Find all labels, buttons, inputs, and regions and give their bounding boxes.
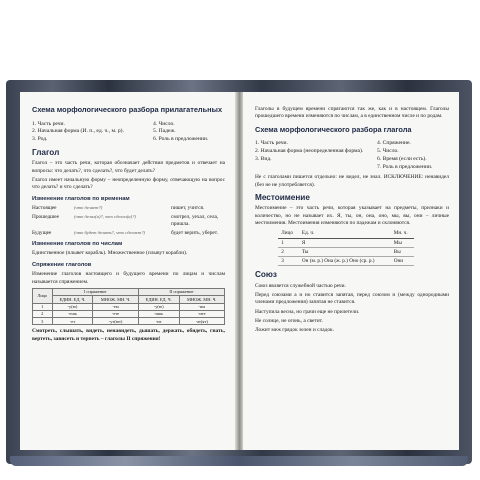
table-header: II спряжение bbox=[138, 288, 224, 295]
union-example: Не солнце, не огонь, а светит. bbox=[255, 317, 323, 324]
tense-title: Изменение глаголов по временам bbox=[32, 195, 130, 202]
tense-question: (что делает?) bbox=[74, 205, 103, 211]
tense-row bbox=[32, 230, 225, 237]
tense-question: (что будет делать?, что сделает?) bbox=[74, 229, 146, 235]
tense-question: (что делал(а)?, что сделал(а)?) bbox=[74, 214, 136, 220]
conjugation-title: Спряжение глаголов bbox=[32, 261, 92, 268]
table-cell: -ат(ят) bbox=[179, 318, 224, 325]
table-header: Лицо bbox=[278, 229, 299, 238]
table-cell: Мы bbox=[391, 238, 414, 247]
tense-example: пишет, учится. bbox=[171, 205, 205, 212]
table-cell: Он (м. р.) Она (ж. р.) Оно (ср. р.) bbox=[299, 257, 391, 266]
verb-definition: Глагол – это часть речи, которая обозначает действия предметов и отвечает на вопросы: что делать?, что сделать?, что будет делать? bbox=[32, 160, 225, 174]
number-title: Изменение глаголов по числам bbox=[32, 240, 123, 247]
list-item: 6. Роль в предложении. bbox=[153, 136, 209, 143]
tense-example: смотрел, уехал, села, пришла. bbox=[171, 214, 219, 228]
table-cell: Ты bbox=[299, 247, 391, 256]
table-cell: 3 bbox=[278, 257, 299, 266]
table-subheader: ЕДИН. ЕД. Ч. bbox=[52, 296, 93, 303]
tense-label: Настоящее bbox=[32, 205, 57, 212]
pronoun-text: Местоимение – это часть речи, которая указывает на предметы, признаки и количество, но не называет их. Я, ты, он, она, оно, мы, вы, они – личные местоимения. Местоимения изменяются по падежам и склоняются. bbox=[255, 205, 449, 227]
verb-scheme-title: Схема морфологического разбора глагола bbox=[255, 124, 412, 134]
tense-label: Будущее bbox=[32, 229, 52, 236]
list-item bbox=[255, 164, 373, 172]
list-item: 7. Роль в предложении. bbox=[377, 163, 433, 170]
table-cell: 3 bbox=[33, 318, 53, 325]
list-item: 5. Падеж. bbox=[153, 128, 176, 135]
adjective-scheme-list bbox=[32, 121, 225, 144]
table-cell: 2 bbox=[33, 310, 53, 317]
table-cell: -у(ю) bbox=[138, 303, 179, 310]
conjugation-text: Изменение глаголов настоящего и будущего времени по лицам и числам называется спряжением. bbox=[32, 271, 225, 285]
table-row bbox=[278, 238, 414, 247]
table-row bbox=[33, 310, 225, 317]
table-cell: Вы bbox=[391, 247, 414, 256]
table-row bbox=[33, 303, 225, 310]
table-row bbox=[278, 257, 414, 266]
table-cell: -ит bbox=[138, 318, 179, 325]
table-cell: -ем bbox=[93, 303, 138, 310]
future-tense-text: Глаголы в будущем времени спрягаются так же, как и в настоящем. Глаголы прошедшего времени изменяются по числам, а в единственном числе и по родам. bbox=[255, 106, 449, 120]
table-cell: 1 bbox=[278, 238, 299, 247]
book-spine bbox=[236, 92, 243, 450]
conjugation-table bbox=[32, 288, 225, 325]
table-cell: Я bbox=[299, 238, 391, 247]
right-page bbox=[243, 92, 459, 450]
list-item: 1. Часть речи. bbox=[32, 120, 65, 127]
union-example: Наступила весна, но грачи еще не прилетели. bbox=[255, 308, 360, 315]
union-title: Союз bbox=[255, 270, 277, 280]
table-cell: -ете bbox=[93, 310, 138, 317]
tense-label: Прошедшее bbox=[32, 214, 59, 221]
table-row bbox=[278, 247, 414, 256]
number-text: Единственное (плывет корабль). Множественное (плывут корабли). bbox=[32, 250, 188, 257]
list-item: 2. Начальная форма (неопределенная форма). bbox=[255, 147, 364, 154]
verb-scheme-list bbox=[255, 140, 449, 171]
table-cell: 1 bbox=[33, 303, 53, 310]
tense-row bbox=[32, 205, 225, 212]
list-item: 3. Вид. bbox=[255, 155, 272, 162]
table-subheader: ЕДИН. ЕД. Ч. bbox=[138, 296, 179, 303]
verb-initial-form: Глагол имеет начальную форму – неопределенную форму, отвечающую на вопрос что делать? и что сделать? bbox=[32, 177, 225, 191]
table-subheader: МНОЖ. МН. Ч. bbox=[93, 296, 138, 303]
tense-row bbox=[32, 214, 225, 228]
table-cell: -ут(ют) bbox=[93, 318, 138, 325]
list-item: 4. Число. bbox=[153, 120, 175, 127]
tense-example: будет верить, уберет. bbox=[171, 229, 218, 236]
table-row bbox=[33, 318, 225, 325]
pronoun-table bbox=[278, 229, 414, 266]
conjugation-exceptions: Смотреть, слышать, видеть, ненавидеть, дышать, держать, обидеть, гнать, вертеть, зависеть и терпеть – глаголы II спряжения! bbox=[32, 328, 225, 342]
table-header: Лицо bbox=[33, 288, 53, 303]
ne-rule-text: Не с глаголами пишется отдельно: не видел, не знал. ИСКЛЮЧЕНИЕ: ненавидел (без не не употребляется). bbox=[255, 174, 449, 188]
list-item: 3. Род. bbox=[32, 136, 48, 143]
verb-title: Глагол bbox=[32, 148, 60, 157]
table-header: I спряжение bbox=[52, 288, 138, 295]
table-cell: -им bbox=[179, 303, 224, 310]
left-page bbox=[20, 92, 236, 450]
list-item: 2. Начальная форма (И. п., ед. ч., м. р). bbox=[32, 128, 124, 135]
book-cover-edge bbox=[10, 456, 468, 466]
table-cell: 2 bbox=[278, 247, 299, 256]
table-cell: -у(ю) bbox=[52, 303, 93, 310]
table-cell: -ешь bbox=[52, 310, 93, 317]
adjective-scheme-title: Схема морфологического разбора прилагательных bbox=[32, 105, 223, 114]
pronoun-title: Местоимение bbox=[255, 193, 310, 203]
list-item: 4. Спряжение. bbox=[377, 140, 411, 147]
union-text: Союз является служебной частью речи. bbox=[255, 282, 346, 289]
union-rule: Перед союзами а и но ставится запятая, перед союзом и (между однородными членами предложения) запятая не ставится. bbox=[255, 291, 449, 306]
list-item: 5. Число. bbox=[377, 147, 399, 154]
table-cell: -ет bbox=[52, 318, 93, 325]
list-item: 1. Часть речи. bbox=[255, 140, 288, 147]
union-example: Ложит меж грядок зелен и сладок. bbox=[255, 327, 335, 334]
table-header: Мн. ч. bbox=[391, 229, 414, 238]
table-cell: Они bbox=[391, 257, 414, 266]
table-header: Ед. ч. bbox=[299, 229, 391, 238]
table-cell: -ишь bbox=[138, 310, 179, 317]
list-item: 6. Время (если есть). bbox=[377, 155, 427, 162]
table-cell: -ите bbox=[179, 310, 224, 317]
table-subheader: МНОЖ. МН. Ч. bbox=[179, 296, 224, 303]
